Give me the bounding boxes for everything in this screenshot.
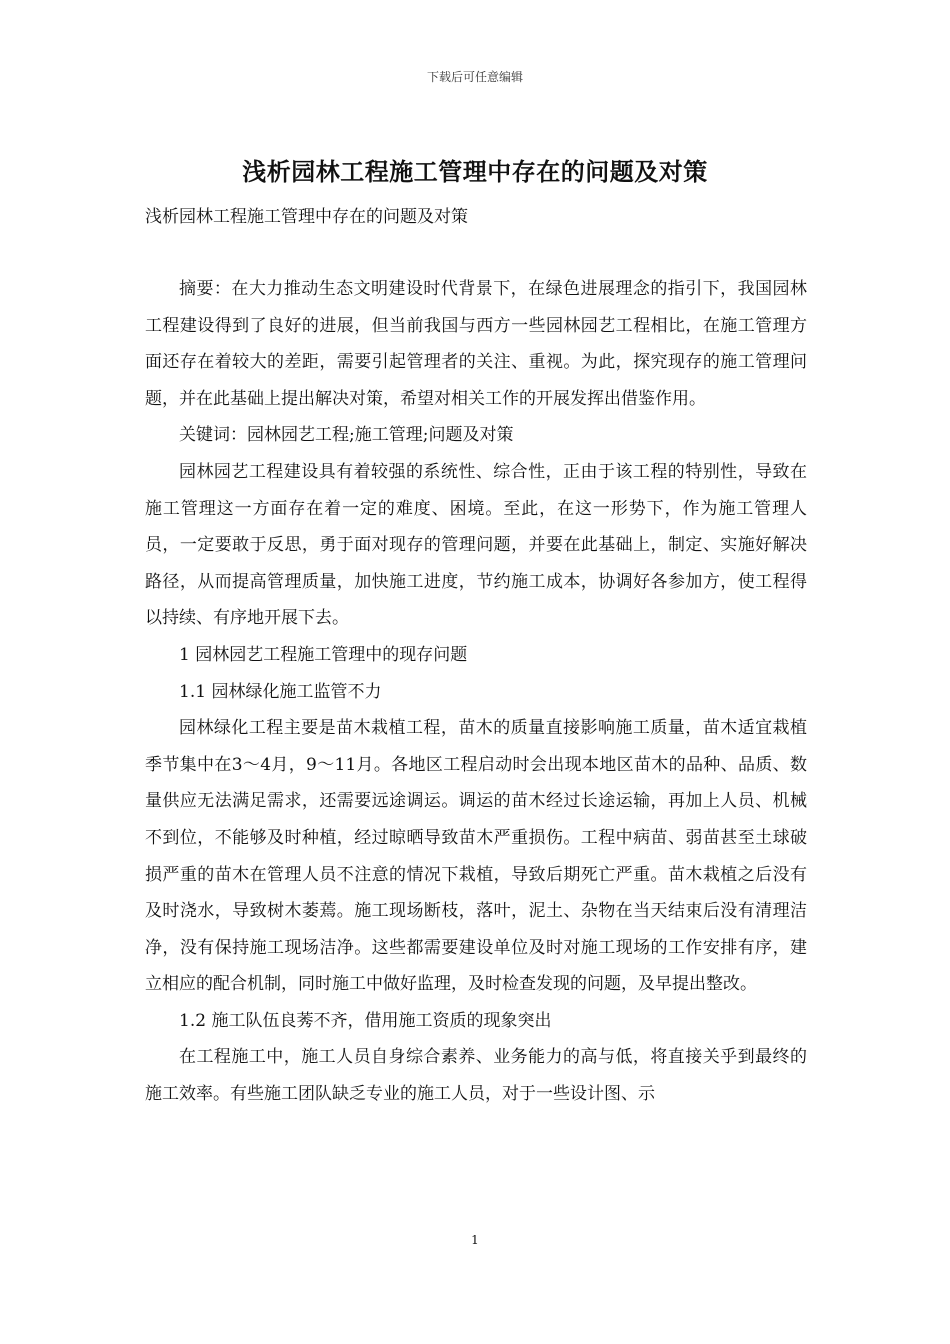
section-1-2-heading: 1.2 施工队伍良莠不齐，借用施工资质的现象突出 [179, 1010, 552, 1031]
section-1-heading: 1 园林园艺工程施工管理中的现存问题 [179, 644, 468, 665]
document-title: 浅析园林工程施工管理中存在的问题及对策 [242, 157, 708, 186]
document-subtitle: 浅析园林工程施工管理中存在的问题及对策 [145, 207, 468, 227]
header-note: 下载后可任意编辑 [426, 70, 523, 84]
section-1-2-paragraph: 在工程施工中，施工人员自身综合素养、业务能力的高与低，将直接关乎到最终的施工效率。有些施工团队缺乏专业的施工人员，对于一些设计图、示 [145, 1047, 807, 1105]
document-body [145, 271, 807, 1113]
section-1-1-paragraph: 园林绿化工程主要是苗木栽植工程，苗木的质量直接影响施工质量，苗木适宜栽植季节集中在3～4月，9～11月。各地区工程启动时会出现本地区苗木的品种、品质、数量供应无法满足需求，还需要远途调运。调运的苗木经过长途运输，再加上人员、机械不到位，不能够及时种植，经过晾晒导致苗木严重损伤。工程中病苗、弱苗甚至土球破损严重的苗木在管理人员不注意的情况下栽植，导致后期死亡严重。苗木栽植之后没有及时浇水，导致树木萎蔫。施工现场断枝，落叶，泥土、杂物在当天结束后没有清理洁净，没有保持施工现场洁净。这些都需要建设单位及时对施工现场的工作安排有序，建立相应的配合机制，同时施工中做好监理，及时检查发现的问题，及早提出整改。 [145, 718, 807, 995]
keywords-paragraph: 关键词：园林园艺工程;施工管理;问题及对策 [179, 425, 514, 446]
abstract-paragraph: 摘要：在大力推动生态文明建设时代背景下，在绿色进展理念的指引下，我国园林工程建设得到了良好的进展，但当前我国与西方一些园林园艺工程相比，在施工管理方面还存在着较大的差距，需要引起管理者的关注、重视。为此，探究现存的施工管理问题，并在此基础上提出解决对策，希望对相关工作的开展发挥出借鉴作用。 [145, 279, 807, 409]
page-number: 1 [471, 1233, 479, 1247]
section-1-1-heading: 1.1 园林绿化施工监管不力 [179, 681, 382, 702]
intro-paragraph: 园林园艺工程建设具有着较强的系统性、综合性，正由于该工程的特别性，导致在施工管理这一方面存在着一定的难度、困境。至此，在这一形势下，作为施工管理人员，一定要敢于反思，勇于面对现存的管理问题，并要在此基础上，制定、实施好解决路径，从而提高管理质量，加快施工进度，节约施工成本，协调好各参加方，使工程得以持续、有序地开展下去。 [145, 461, 807, 629]
